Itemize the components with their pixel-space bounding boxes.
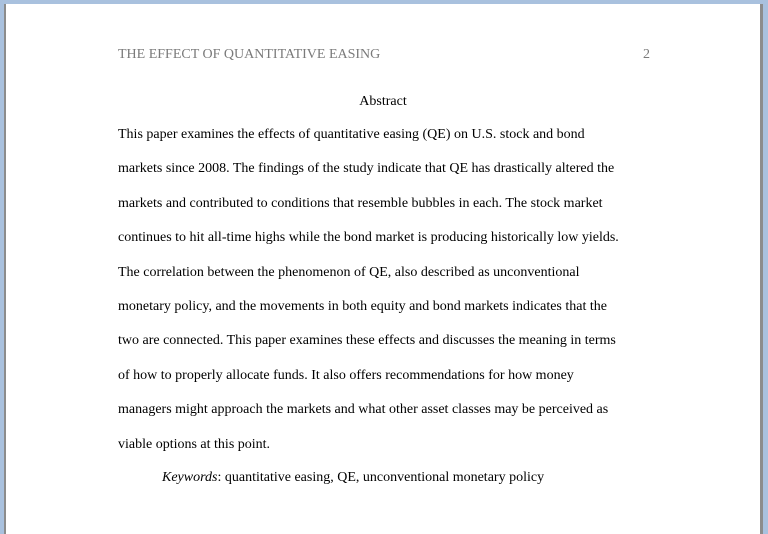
abstract-heading: Abstract <box>359 94 407 109</box>
page-header <box>118 47 650 63</box>
text-line: markets since 2008. The findings of the study indicate that QE has drastically altered the <box>118 161 615 177</box>
text-line: monetary policy, and the movements in both equity and bond markets indicates that the <box>118 298 607 314</box>
text-line: managers might approach the markets and what other asset classes may be perceived as <box>118 402 609 418</box>
text-line: continues to hit all-time highs while the bond market is producing historically low yields. <box>118 230 619 246</box>
abstract-body <box>118 125 658 469</box>
keywords-label: Keywords <box>162 470 218 485</box>
keywords-list: : quantitative easing, QE, unconventional monetary policy <box>217 470 545 485</box>
text-line: of how to properly allocate funds. It also offers recommendations for how money <box>118 367 574 383</box>
text-line: The correlation between the phenomenon of QE, also described as unconventional <box>118 264 580 280</box>
text-line: markets and contributed to conditions that resemble bubbles in each. The stock market <box>118 195 603 211</box>
page-number: 2 <box>643 47 650 62</box>
text-line: This paper examines the effects of quantitative easing (QE) on U.S. stock and bond <box>118 127 585 142</box>
text-line: two are connected. This paper examines these effects and discusses the meaning in terms <box>118 333 616 349</box>
running-head: THE EFFECT OF QUANTITATIVE EASING <box>118 47 381 62</box>
document-page <box>4 4 763 534</box>
text-line: viable options at this point. <box>118 436 271 452</box>
keywords-line <box>162 470 544 486</box>
